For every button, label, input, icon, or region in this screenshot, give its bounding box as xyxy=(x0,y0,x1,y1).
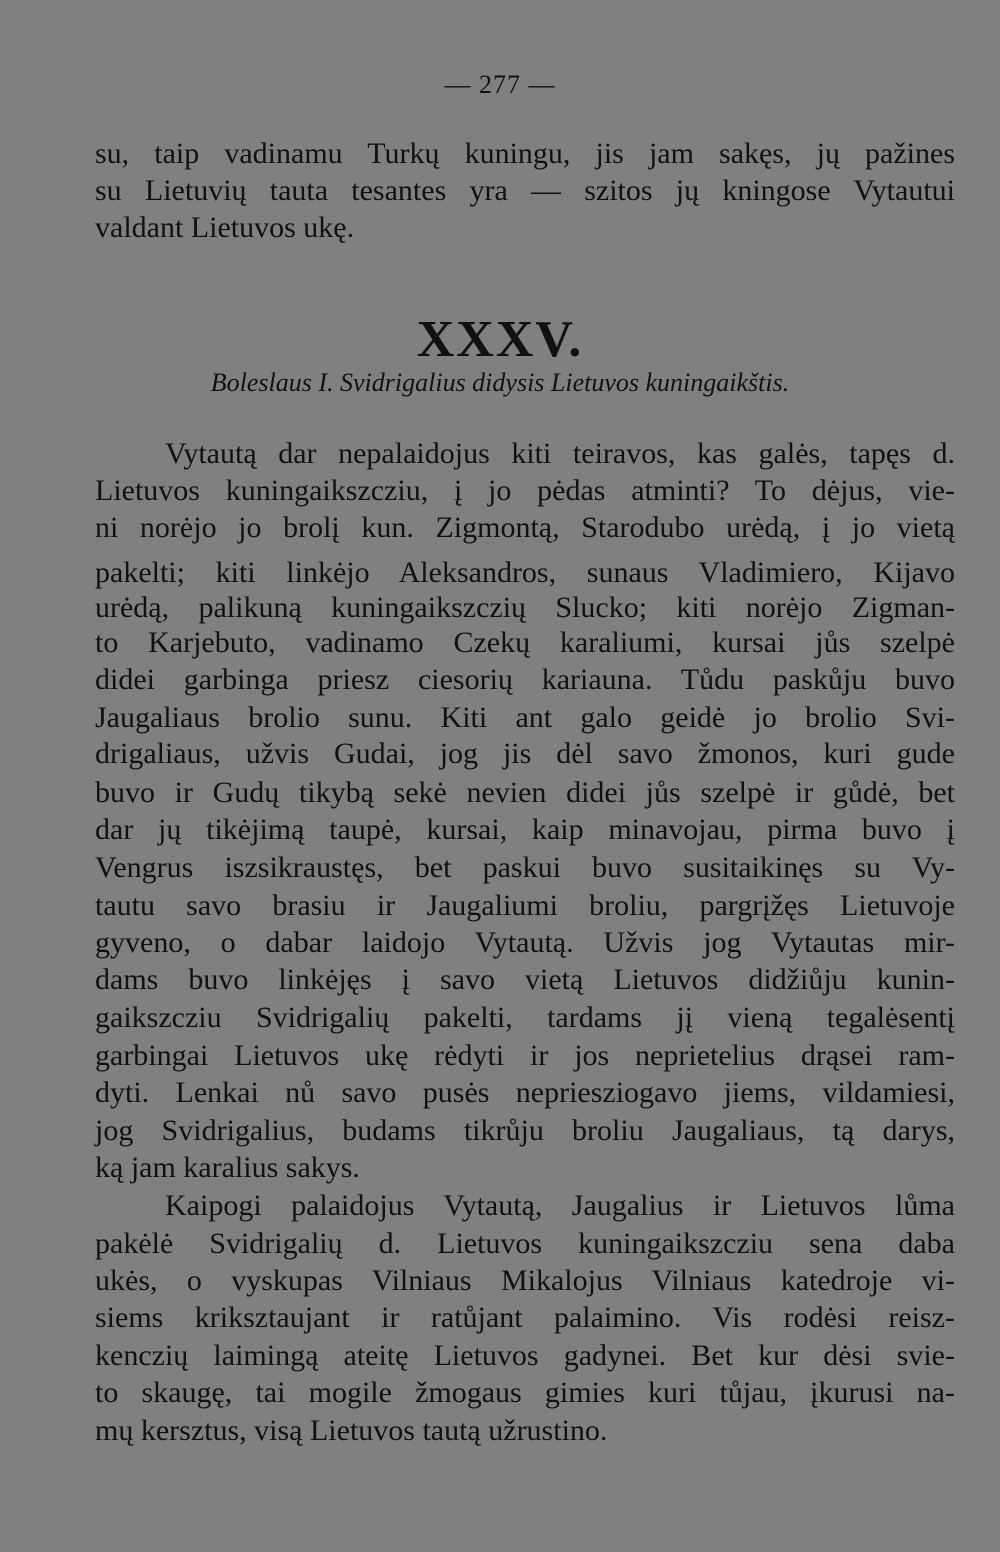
text-line: dar jų tikėjimą taupė, kursai, kaip minavojau, pirma buvo į xyxy=(95,813,955,846)
paragraph-first-line: Kaipogi palaidojus Vytautą, Jaugalius ir Lietuvos lůma xyxy=(165,1189,955,1222)
text-line: garbingai Lietuvos ukę rėdyti ir jos neprietelius drąsei ram- xyxy=(95,1039,955,1072)
text-line: Jaugaliaus brolio sunu. Kiti ant galo geidė jo brolio Svi- xyxy=(95,701,955,734)
page-number: — 277 — xyxy=(444,70,556,99)
text-line: mų kersztus, visą Lietuvos tautą užrustino. xyxy=(95,1414,608,1447)
text-line: ką jam karalius sakys. xyxy=(95,1151,360,1184)
text-line: to skaugę, tai mogile žmogaus gimies kuri tůjau, įkurusi na- xyxy=(95,1376,955,1409)
text-line: dams buvo linkėjęs į savo vietą Lietuvos didžiůju kunin- xyxy=(95,963,955,996)
text-line: ukės, o vyskupas Vilniaus Mikalojus Vilniaus katedroje vi- xyxy=(95,1264,955,1297)
text-line: pakelti; kiti linkėjo Aleksandros, sunaus Vladimiero, Kijavo xyxy=(95,556,955,589)
text-line: urėdą, palikuną kuningaikszczių Slucko; kiti norėjo Zigman- xyxy=(95,591,955,624)
text-line: valdant Lietuvos ukę. xyxy=(95,211,355,244)
text-line: ni norėjo jo brolį kun. Zigmontą, Starodubo urėdą, į jo vietą xyxy=(95,511,955,544)
text-line: buvo ir Gudų tikybą sekė nevien didei jůs szelpė ir gůdė, bet xyxy=(95,776,955,809)
chapter-number: XXXV. xyxy=(416,311,584,368)
text-line: Vengrus iszsikraustęs, bet paskui buvo susitaikinęs su Vy- xyxy=(95,851,955,884)
text-line: siems kriksztaujant ir ratůjant palaimino. Vis rodėsi reisz- xyxy=(95,1301,955,1334)
text-line: dyti. Lenkai nů savo pusės nepriesziogavo jiems, vildamiesi, xyxy=(95,1076,955,1109)
text-line: didei garbinga priesz ciesorių kariauna. Tůdu paskůju buvo xyxy=(95,663,955,696)
text-line: tautu savo brasiu ir Jaugaliumi broliu, pargrįžęs Lietuvoje xyxy=(95,889,955,922)
text-line: drigaliaus, užvis Gudai, jog jis dėl savo žmonos, kuri gude xyxy=(95,737,955,770)
paragraph-first-line: Vytautą dar nepalaidojus kiti teiravos, kas galės, tapęs d. xyxy=(165,437,955,470)
chapter-title: Boleslaus I. Svidrigalius didysis Lietuvos kuningaikštis. xyxy=(210,368,790,397)
text-line: Lietuvos kuningaikszcziu, į jo pėdas atminti? To dėjus, vie- xyxy=(95,474,955,507)
text-line: su Lietuvių tauta tesantes yra — szitos jų kningose Vytautui xyxy=(95,174,955,207)
text-line: jog Svidrigalius, budams tikrůju broliu Jaugaliaus, tą darys, xyxy=(95,1114,955,1147)
text-line: pakėlė Svidrigalių d. Lietuvos kuningaikszcziu sena daba xyxy=(95,1227,955,1260)
text-line: to Karjebuto, vadinamo Czekų karaliumi, kursai jůs szelpė xyxy=(95,626,955,659)
text-line: gaikszcziu Svidrigalių pakelti, tardams jį vieną tegalėsentį xyxy=(95,1001,955,1034)
text-line: su, taip vadinamu Turkų kuningu, jis jam sakęs, jų pažines xyxy=(95,137,955,170)
text-line: gyveno, o dabar laidojo Vytautą. Užvis jog Vytautas mir- xyxy=(95,926,955,959)
text-line: kenczių laimingą ateitę Lietuvos gadynei. Bet kur dėsi svie- xyxy=(95,1339,955,1372)
